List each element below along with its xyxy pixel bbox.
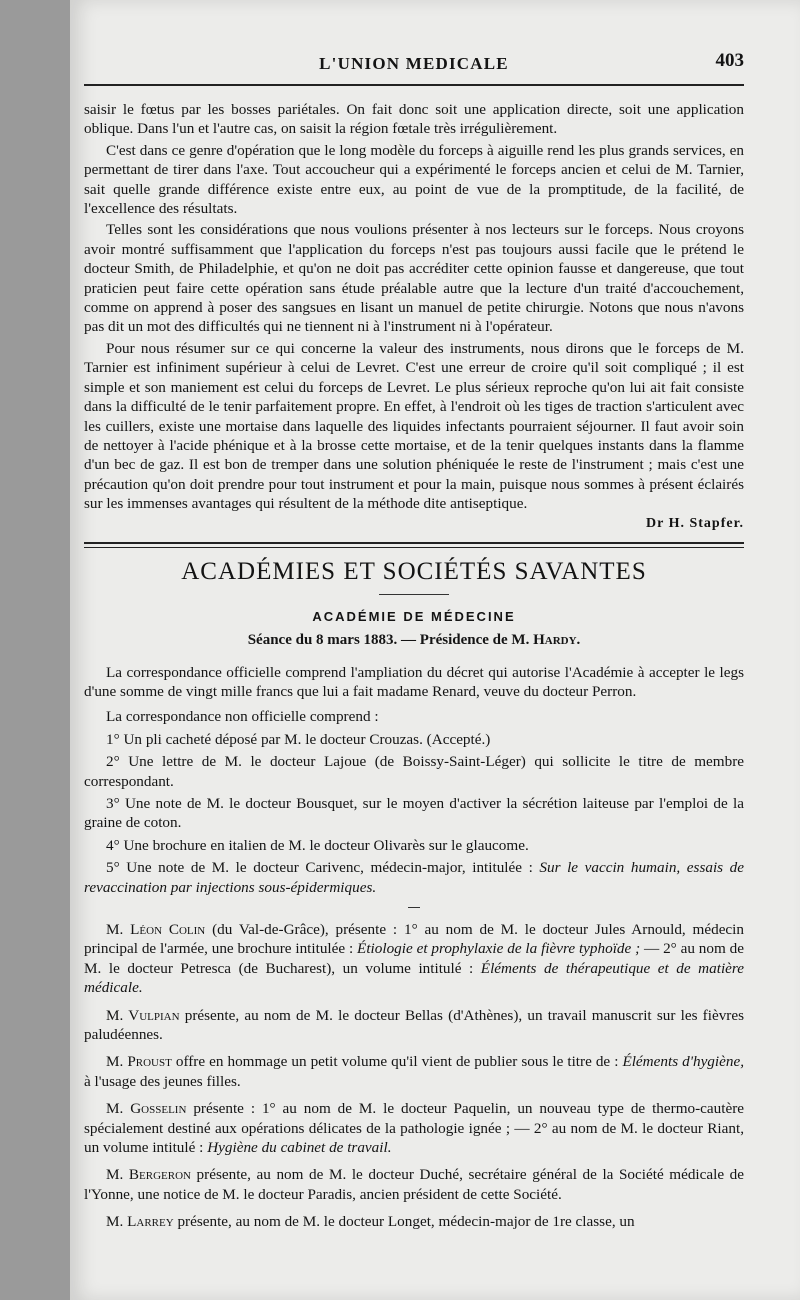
item-italic-title: Sur le vaccin humain, essais de revaccination par injections sous-épidermiques. bbox=[84, 859, 744, 896]
journal-page bbox=[70, 0, 800, 1300]
title-rule bbox=[379, 594, 449, 595]
session-line bbox=[84, 632, 744, 649]
page-number: 403 bbox=[715, 50, 744, 71]
correspondence-item: 3° Une note de M. le docteur Bousquet, sur le moyen d'activer la sécrétion laiteuse par l'emploi de la graine de coton. bbox=[84, 794, 744, 832]
session-date-text: Séance du 8 mars 1883. — Présidence de M. bbox=[247, 631, 530, 648]
presentation-paragraph bbox=[84, 920, 744, 998]
presentation-text: — 2° au nom de M. le docteur Petresca (de Bucharest), un volume intitulé : bbox=[84, 940, 744, 977]
unofficial-correspondence-intro: La correspondance non officielle comprend : bbox=[106, 708, 379, 726]
article-paragraph: Pour nous résumer sur ce qui concerne la valeur des instruments, nous dirons que le forceps de M. Tarnier est infiniment supérieur à celui de Levret. C'est une erreur de croire qu'il soit compliqué ; il est simple et son maniement est celui du forceps de Levret. Le plus sérieux reproche qu'on lui ait fait consiste dans la difficulté de le tenir parfaitement propre. En effet, à l'endroit où les tiges de traction s'articulent avec les cuillers, existe une mortaise dans laquelle des liquides infectants pourraient séjourner. Il faut avoir soin de nettoyer à l'acide phénique et à la brosse cette mortaise, et de la tenir quelques instants dans la flamme d'un bec de gaz. Il est bon de tremper dans une solution phéniquée le reste de l'instrument ; mais c'est une précaution qu'on doit prendre pour tout instrument et pour la main, puisque nous sommes à présent éclairés sur les immenses avantages qui résultent de la méthode dite antiseptique. bbox=[84, 339, 744, 513]
article-paragraph: C'est dans ce genre d'opération que le long modèle du forceps à aiguille rend les plus grands services, en permettant de tirer dans l'axe. Tout accoucheur qui a expérimenté le forceps ancien et celui de M. Tarnier, sait quelle grande différence existe entre eux, au point de vue de la promptitude, de la facilité, de l'excellence des résultats. bbox=[84, 141, 744, 218]
correspondence-item: 2° Une lettre de M. le docteur Lajoue (de Boissy-Saint-Léger) qui sollicite le titre de membre correspondant. bbox=[84, 753, 744, 790]
presentation-paragraph bbox=[84, 1099, 744, 1157]
separator-dash bbox=[408, 907, 420, 908]
work-title: Éléments de thérapeutique et de matière médicale. bbox=[84, 959, 744, 997]
presentation-paragraph bbox=[84, 1052, 744, 1091]
presenter-name: M. Vulpian bbox=[106, 1006, 180, 1024]
presentation-text: (du Val-de-Grâce), présente : 1° au nom de M. le docteur Jules Arnould, médecin principal de l'armée, une brochure intitulée : bbox=[84, 921, 744, 958]
presentation-paragraph bbox=[84, 1165, 744, 1204]
item-text: 5° Une note de M. le docteur Carivenc, médecin-major, intitulée : bbox=[106, 859, 533, 877]
presentation-paragraph bbox=[84, 1212, 744, 1231]
presentation-text: présente, au nom de M. le docteur Longet, médecin-major de 1re classe, un bbox=[173, 1213, 635, 1231]
article-paragraph: Telles sont les considérations que nous voulions présenter à nos lecteurs sur le forceps. Nous croyons avoir montré suffisamment que l'application du forceps n'est pas toujours aussi facile que le prétend le docteur Smith, de Philadelphie, et qu'on ne doit pas accréditer cette opinion fausse et dangereuse, que tout praticien peut faire cette opération sans étude préalable autre que la lecture d'un traité d'accouchement, comme on apprend à poser des sangsues en lisant un manuel de petite chirurgie. Notons que nous n'avons pas dit un mot des difficultés qui ne tiennent ni à l'instrument ni à l'opérateur. bbox=[84, 221, 744, 336]
presentation-text: à l'usage des jeunes filles. bbox=[84, 1072, 241, 1090]
presenter-name: M. Léon Colin bbox=[106, 921, 206, 938]
subsection-title: ACADÉMIE DE MÉDECINE bbox=[312, 608, 516, 624]
session-president: Hardy. bbox=[533, 631, 581, 648]
presentation-text: présente, au nom de M. le docteur Duché, secrétaire général de la Société médicale de l'Yonne, une notice de M. le docteur Paradis, ancien président de cette Société. bbox=[84, 1166, 744, 1203]
work-title: Étiologie et prophylaxie de la fièvre typhoïde ; bbox=[357, 940, 641, 958]
correspondence-item: 1° Un pli cacheté déposé par M. le docteur Crouzas. (Accepté.) bbox=[106, 730, 491, 748]
official-correspondence: La correspondance officielle comprend l'ampliation du décret qui autorise l'Académie à accepter le legs d'une somme de vingt mille francs que lui a fait madame Renard, veuve du docteur Perron. bbox=[84, 663, 744, 700]
correspondence-item bbox=[84, 858, 744, 897]
correspondence-list bbox=[84, 730, 744, 897]
author-signature: Dr H. Stapfer. bbox=[646, 515, 744, 531]
running-head bbox=[84, 44, 744, 86]
presenter-name: M. Proust bbox=[106, 1053, 172, 1071]
forceps-article bbox=[84, 100, 744, 532]
presenter-name: M. Bergeron bbox=[106, 1166, 191, 1184]
article-paragraph: saisir le fœtus par les bosses pariétales. On fait donc soit une application directe, soit une application oblique. Dans l'un et l'autre cas, on saisit la région fœtale très irrégulièrement. bbox=[84, 101, 744, 138]
presentation-text: offre en hommage un petit volume qu'il vient de publier sous le titre de : bbox=[171, 1053, 623, 1071]
journal-title: L'UNION MEDICALE bbox=[319, 54, 509, 73]
presenter-name: M. Larrey bbox=[106, 1213, 174, 1231]
work-title: Hygiène du cabinet de travail. bbox=[207, 1139, 392, 1157]
section-title: ACADÉMIES ET SOCIÉTÉS SAVANTES bbox=[181, 557, 647, 585]
work-title: Éléments d'hygiène, bbox=[622, 1053, 744, 1071]
presentations-list bbox=[84, 920, 744, 1232]
section-divider bbox=[84, 542, 744, 548]
correspondence-item: 4° Une brochure en italien de M. le docteur Olivarès sur le glaucome. bbox=[106, 836, 529, 854]
presenter-name: M. Gosselin bbox=[106, 1100, 187, 1118]
presentation-paragraph bbox=[84, 1006, 744, 1045]
presentation-text: présente : 1° au nom de M. le docteur Paquelin, un nouveau type de thermo-cautère spécialement destiné aux opérations délicates de la pathologie ignée ; — 2° au nom de M. le docteur Riant, un volume intitulé : bbox=[84, 1100, 744, 1157]
presentation-text: présente, au nom de M. le docteur Bellas (d'Athènes), un travail manuscrit sur les fièvres paludéennes. bbox=[84, 1006, 744, 1044]
page-content bbox=[84, 44, 744, 1232]
